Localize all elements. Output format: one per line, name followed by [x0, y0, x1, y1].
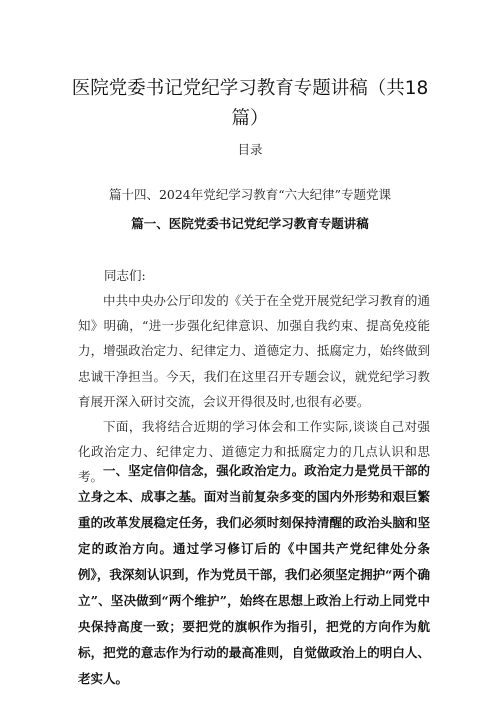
- body-paragraph: 下面，我将结合近期的学习体会和工作实际,谈谈自己对强化政治定力、纪律定力、道德定力和抵腐定力的几点认识和思考。: [78, 419, 430, 485]
- section-heading: 篇一、医院党委书记党纪学习教育专题讲稿: [131, 216, 369, 231]
- toc-heading: 目录: [237, 142, 263, 157]
- toc-entry: 篇十四、2024年党纪学习教育“六大纪律”专题党课: [108, 187, 392, 202]
- salutation: 同志们:: [104, 268, 146, 283]
- document-title: 医院党委书记党纪学习教育专题讲稿（共18篇）: [71, 78, 429, 129]
- body-paragraph: 中共中央办公厅印发的《关于在全党开展党纪学习教育的通知》明确，“进一步强化纪律意识、加强自我约束、提高免疫能力，增强政治定力、纪律定力、道德定力、抵腐定力，始终做到忠诚干净担当。今天，我们在这里召开专题会议，就党纪学习教育展开深入研讨交流，会议开得很及时,也很有必要。: [78, 293, 430, 409]
- body-paragraph-emphasis: 一、坚定信仰信念，强化政治定力。政治定力是党员干部的立身之本、成事之基。面对当前复杂多变的国内外形势和艰巨繁重的改革发展稳定任务，我们必须时刻保持清醒的政治头脑和坚定的政治方向。通过学习修订后的《中国共产党纪律处分条例》，我深刻认识到，作为党员干部，我们必须坚定拥护“两个确立”、坚决做到“两个维护”，始终在思想上政治上行动上同党中央保持高度一致；要把党的旗帜作为指引，把党的方向作为航标，把党的意志作为行动的最高准则，自觉做政治上的明白人、老实人。: [78, 463, 430, 686]
